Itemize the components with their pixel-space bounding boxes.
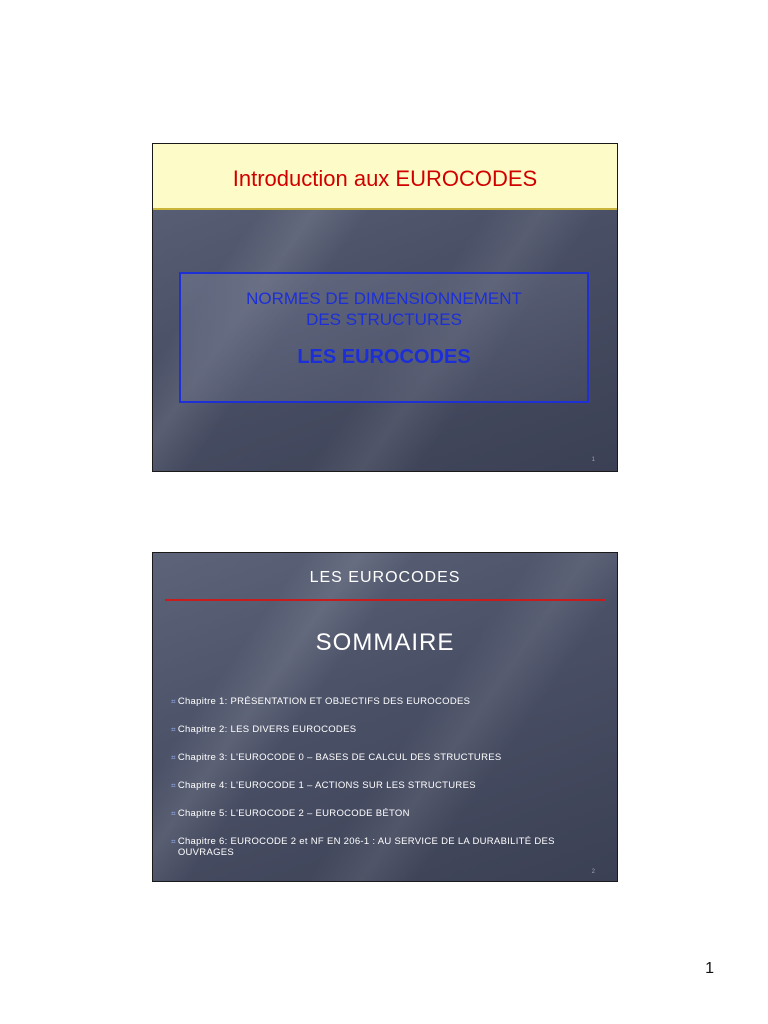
slide-1-box-line-1: NORMES DE DIMENSIONNEMENT	[246, 289, 522, 308]
toc-item	[171, 836, 611, 858]
slide-1-header	[153, 144, 617, 210]
table-of-contents	[171, 696, 611, 875]
slide-2-heading: SOMMAIRE	[315, 629, 455, 656]
slide-2-title: LES EUROCODES	[309, 569, 461, 586]
slide-2-divider	[165, 599, 605, 601]
page-number: 1	[705, 960, 714, 977]
slide-1-box-line-2: DES STRUCTURES	[306, 310, 462, 329]
toc-item-label: Chapitre 6: EUROCODE 2 et NF EN 206-1 : AU SERVICE DE LA DURABILITÉ DES OUVRAGES	[177, 836, 555, 858]
bullet-icon: ⌗	[171, 725, 176, 734]
toc-item	[171, 808, 611, 819]
bullet-icon: ⌗	[171, 697, 176, 706]
toc-item-label: Chapitre 1: PRÉSENTATION ET OBJECTIFS DES EUROCODES	[177, 696, 471, 707]
slide-2	[152, 552, 618, 882]
slide-1-number: 1	[591, 457, 595, 463]
bullet-icon: ⌗	[171, 809, 176, 818]
slide-1-title: Introduction aux EUROCODES	[232, 166, 538, 191]
toc-item	[171, 724, 611, 735]
toc-item	[171, 780, 611, 791]
toc-item-label: Chapitre 3: L'EUROCODE 0 – BASES DE CALCUL DES STRUCTURES	[177, 752, 502, 763]
toc-item-label: Chapitre 2: LES DIVERS EUROCODES	[177, 724, 357, 735]
slide-1-box-emphasis: LES EUROCODES	[297, 346, 471, 368]
toc-item-label: Chapitre 5: L'EUROCODE 2 – EUROCODE BÉTON	[177, 808, 410, 819]
slide-2-number: 2	[591, 869, 595, 875]
toc-item-label: Chapitre 4: L'EUROCODE 1 – ACTIONS SUR LES STRUCTURES	[177, 780, 476, 791]
bullet-icon: ⌗	[171, 781, 176, 790]
bullet-icon: ⌗	[171, 837, 176, 846]
slide-1	[152, 143, 618, 472]
bullet-icon: ⌗	[171, 753, 176, 762]
slide-1-title-box	[179, 272, 589, 403]
toc-item	[171, 696, 611, 707]
toc-item	[171, 752, 611, 763]
